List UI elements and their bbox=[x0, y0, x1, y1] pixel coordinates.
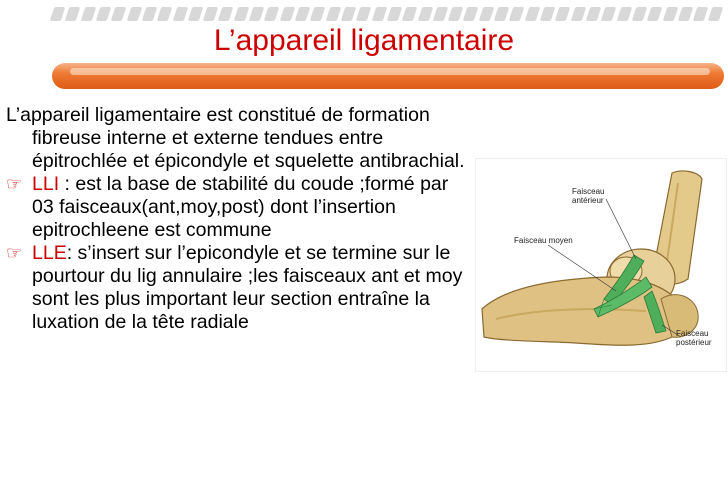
lle-description: : s’insert sur l’epicondyle et se termine sur le pourtour du lig annulaire ;les faisceaux ant et moy sont les plus important leur section entraîne la luxation de la tête radiale bbox=[32, 242, 463, 333]
label-posterior-bundle: Faisceau postérieur bbox=[676, 329, 712, 347]
bullet-item-lle bbox=[6, 242, 466, 334]
intro-paragraph bbox=[6, 104, 466, 173]
slide-title: L’appareil ligamentaire bbox=[213, 24, 515, 57]
pointing-hand-icon: ☞ bbox=[6, 243, 23, 263]
label-anterior-bundle: Faisceau antérieur bbox=[572, 187, 605, 205]
title-bar-highlight bbox=[70, 68, 710, 75]
elbow-ligament-illustration bbox=[475, 158, 727, 372]
pointing-hand-icon: ☞ bbox=[6, 174, 23, 194]
term-lli: LLI bbox=[32, 173, 60, 195]
term-lle: LLE bbox=[32, 242, 67, 264]
slide-body bbox=[6, 104, 466, 334]
intro-text: L’appareil ligamentaire est constitué de formation fibreuse interne et externe tendues entre épitrochlée et épicondyle et squelette antibrachial. bbox=[6, 104, 465, 172]
top-decorative-border bbox=[52, 7, 722, 21]
bullet-item-lli bbox=[6, 173, 466, 242]
title-underline-bar bbox=[52, 63, 724, 89]
lli-description: : est la base de stabilité du coude ;formé par 03 faisceaux(ant,moy,post) dont l’insertion epitrochleene est commune bbox=[32, 173, 449, 241]
label-middle-bundle: Faisceau moyen bbox=[514, 236, 573, 245]
